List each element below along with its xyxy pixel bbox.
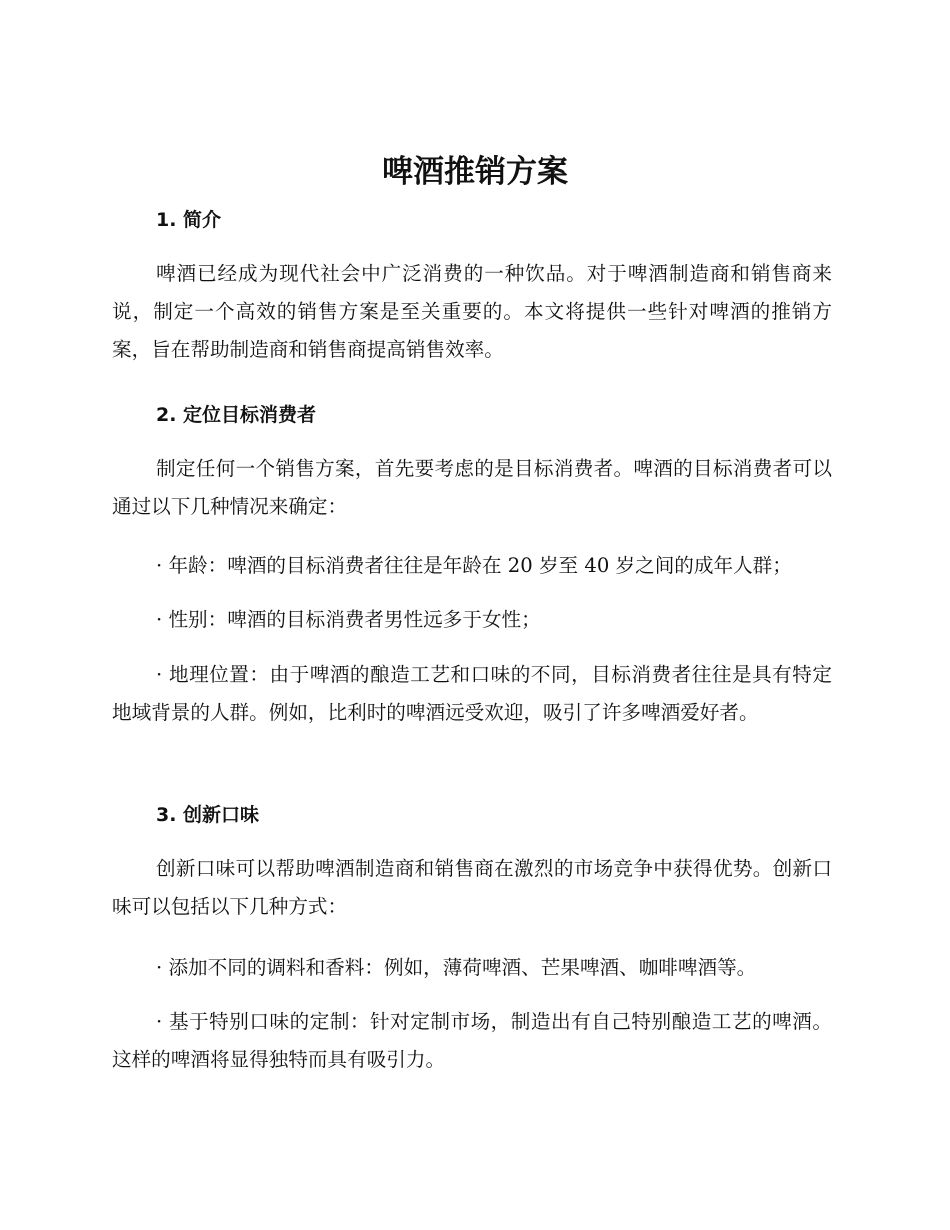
section-heading-target-consumers: 2. 定位目标消费者 [156, 404, 317, 426]
bullet-location: · 地理位置：由于啤酒的酿造工艺和口味的不同，目标消费者往往是具有特定地域背景的人群。例如，比利时的啤酒远受欢迎，吸引了许多啤酒爱好者。 [112, 663, 832, 724]
bullet-gender: · 性别：啤酒的目标消费者男性远多于女性； [156, 608, 541, 631]
paragraph-target-consumers: 制定任何一个销售方案，首先要考虑的是目标消费者。啤酒的目标消费者可以通过以下几种情况来确定： [112, 457, 832, 518]
document-title: 啤酒推销方案 [382, 154, 568, 190]
paragraph-innovative-flavors: 创新口味可以帮助啤酒制造商和销售商在激烈的市场竞争中获得优势。创新口味可以包括以下几种方式： [112, 857, 832, 918]
bullet-custom-flavors: · 基于特别口味的定制：针对定制市场，制造出有自己特别酿造工艺的啤酒。这样的啤酒将显得独特而具有吸引力。 [112, 1010, 832, 1071]
bullet-age: · 年龄：啤酒的目标消费者往往是年龄在 20 岁至 40 岁之间的成年人群； [156, 554, 792, 577]
section-heading-innovative-flavors: 3. 创新口味 [156, 804, 260, 826]
paragraph-intro: 啤酒已经成为现代社会中广泛消费的一种饮品。对于啤酒制造商和销售商来说，制定一个高效的销售方案是至关重要的。本文将提供一些针对啤酒的推销方案，旨在帮助制造商和销售商提高销售效率。 [112, 262, 832, 361]
section-heading-intro: 1. 简介 [156, 209, 222, 231]
bullet-spices: · 添加不同的调料和香料：例如，薄荷啤酒、芒果啤酒、咖啡啤酒等。 [156, 956, 757, 979]
